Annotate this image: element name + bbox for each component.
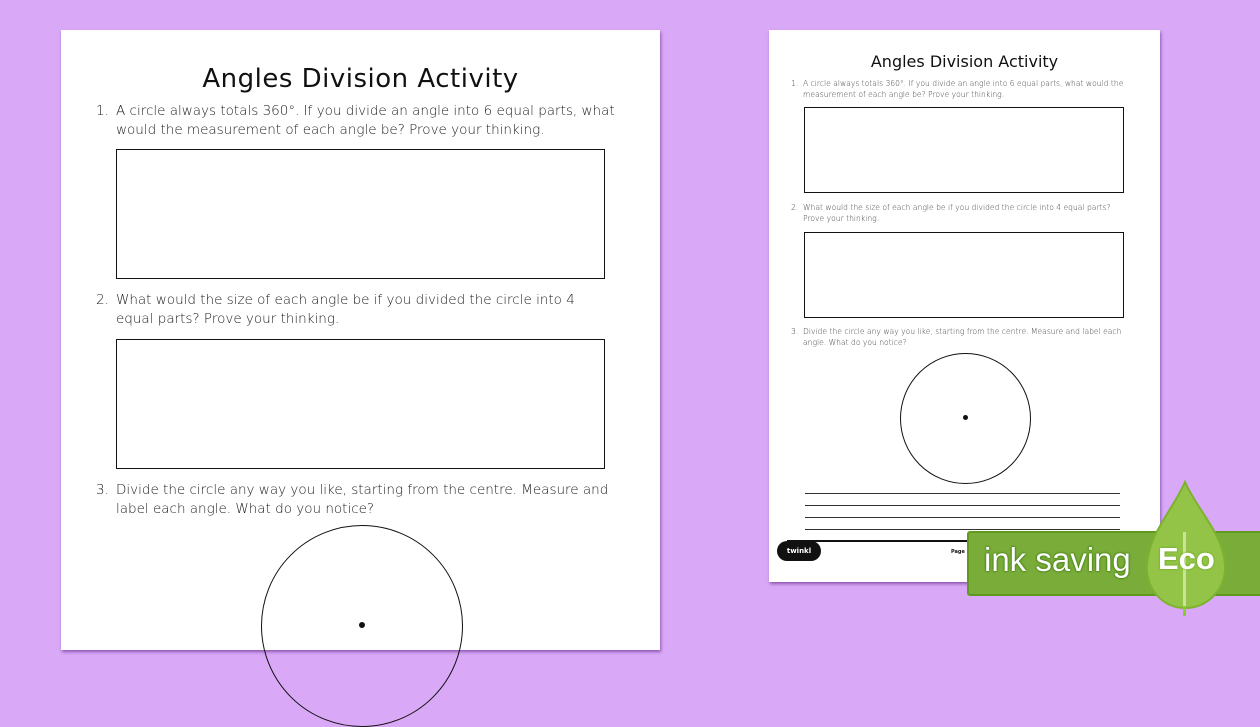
question-3: 3. Divide the circle any way you like, starting from the centre. Measure and label each angle. What do you notice? (96, 482, 609, 517)
page-number: Page (951, 549, 965, 555)
question-1: 1. A circle always totals 360°. If you divide an angle into 6 equal parts, what would the measurement of each angle be? Prove your thinking. (96, 103, 615, 138)
worksheet-preview-large (61, 30, 660, 650)
ink-saving-label: ink saving (984, 541, 1131, 578)
circle-centre (963, 415, 968, 420)
writing-line (805, 529, 1120, 530)
answer-box-2 (804, 232, 1124, 318)
eco-label: Eco (1158, 541, 1215, 576)
worksheet-title: Angles Division Activity (202, 64, 519, 94)
worksheet-title: Angles Division Activity (870, 52, 1059, 71)
writing-line (805, 517, 1120, 518)
question-2: 2. What would the size of each angle be if you divided the circle into 4 equal parts? Prove your thinking. (791, 203, 1111, 223)
writing-line (805, 505, 1120, 506)
question-1: 1. A circle always totals 360°. If you divide an angle into 6 equal parts, what would the measurement of each angle be? Prove your thinking. (791, 79, 1124, 99)
question-2: 2. What would the size of each angle be if you divided the circle into 4 equal parts? Prove your thinking. (96, 292, 575, 327)
twinkl-logo: twinkl (777, 541, 821, 561)
answer-box-1 (116, 149, 605, 279)
answer-box-2 (116, 339, 605, 469)
worksheet-preview-small (769, 30, 1160, 582)
writing-line (805, 493, 1120, 494)
question-3: 3. Divide the circle any way you like, starting from the centre. Measure and label each angle. What do you notice? (791, 327, 1122, 347)
answer-box-1 (804, 107, 1124, 193)
circle-centre (359, 622, 365, 628)
